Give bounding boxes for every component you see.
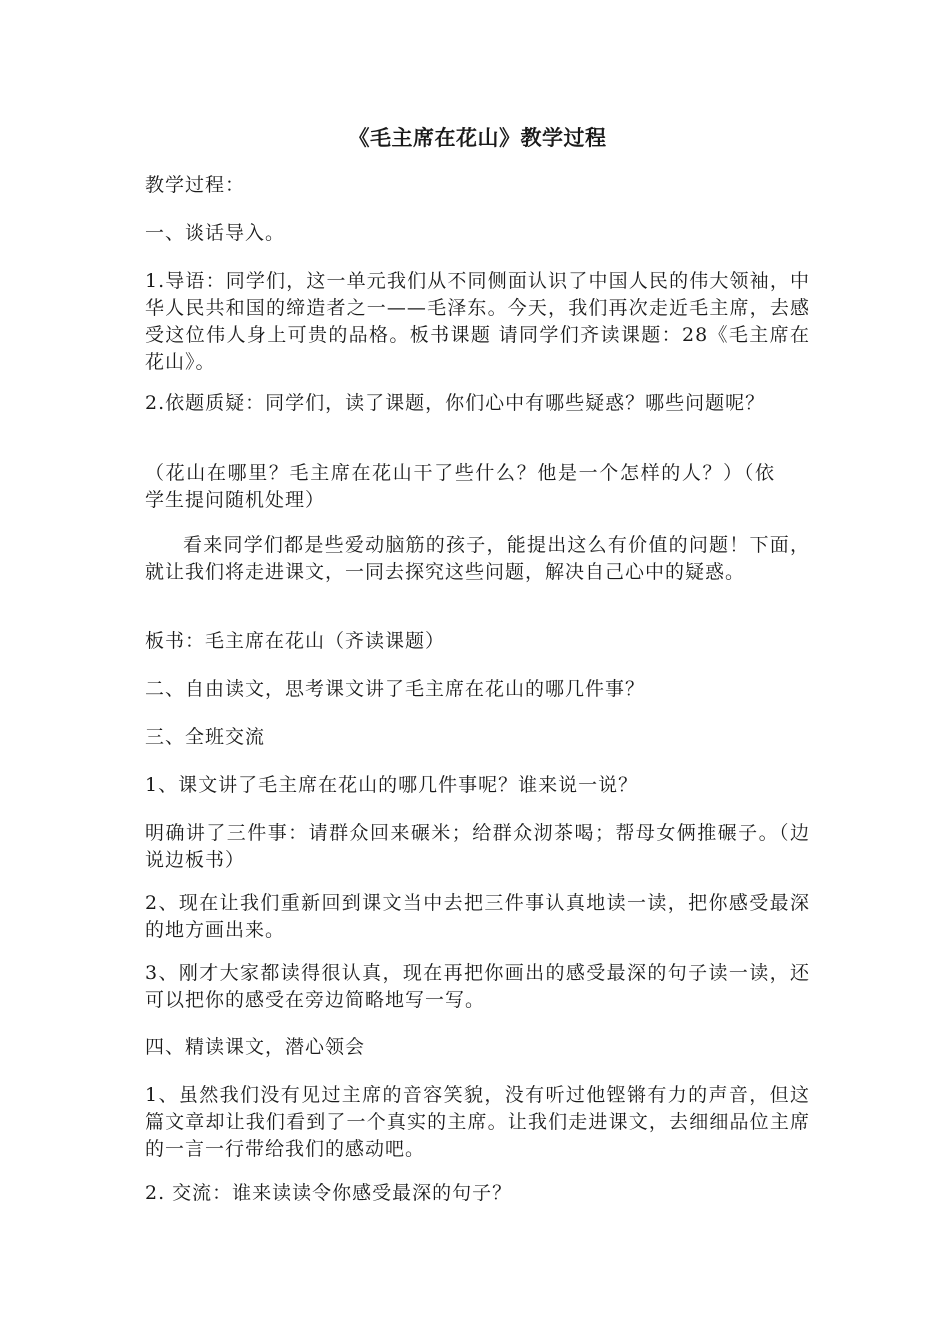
section-heading-intro: 一、谈话导入。 xyxy=(145,222,286,244)
paragraph-exchange-2: 2、现在让我们重新回到课文当中去把三件事认真地读一读，把你感受最深的地方画出来。 xyxy=(145,892,810,941)
paragraph-student-questions: （花山在哪里？毛主席在花山干了些什么？他是一个怎样的人？）（依学生提问随机处理） xyxy=(145,462,775,511)
paragraph-question-title: 2.依题质疑：同学们，读了课题，你们心中有哪些疑惑？哪些问题呢？ xyxy=(145,392,766,414)
paragraph-exchange-3: 3、刚才大家都读得很认真，现在再把你画出的感受最深的句子读一读，还可以把你的感受在旁边简略地写一写。 xyxy=(145,962,810,1011)
section-heading-close-reading: 四、精读课文，潜心领会 xyxy=(145,1036,366,1058)
paragraph-transition: 看来同学们都是些爱动脑筋的孩子，能提出这么有价值的问题！下面，就让我们将走进课文，一同去探究这些问题，解决自己心中的疑惑。 xyxy=(145,534,810,583)
section-heading-free-reading: 二、自由读文，思考课文讲了毛主席在花山的哪几件事？ xyxy=(145,678,646,700)
paragraph-board-title: 板书：毛主席在花山（齐读课题） xyxy=(145,630,446,652)
paragraph-close-reading-1: 1、虽然我们没有见过主席的音容笑貌，没有听过他铿锵有力的声音，但这篇文章却让我们看到了一个真实的主席。让我们走进课文，去细细品位主席的一言一行带给我们的感动吧。 xyxy=(145,1084,810,1160)
document-title: 《毛主席在花山》教学过程 xyxy=(348,125,607,150)
section-heading-process: 教学过程： xyxy=(145,174,246,196)
paragraph-guide-speech: 1.导语：同学们，这一单元我们从不同侧面认识了中国人民的伟大领袖，中华人民共和国的缔造者之一——毛泽东。今天，我们再次走近毛主席，去感受这位伟人身上可贵的品格。板书课题 请同学们齐读课题：28《毛主席在花山》。 xyxy=(145,270,810,373)
paragraph-close-reading-2: 2. 交流：谁来读读令你感受最深的句子？ xyxy=(145,1182,513,1204)
paragraph-three-events: 明确讲了三件事：请群众回来碾米；给群众沏茶喝；帮母女俩推碾子。（边说边板书） xyxy=(145,822,810,871)
paragraph-exchange-1: 1、课文讲了毛主席在花山的哪几件事呢？谁来说一说？ xyxy=(145,774,639,796)
section-heading-class-exchange: 三、全班交流 xyxy=(145,726,266,748)
